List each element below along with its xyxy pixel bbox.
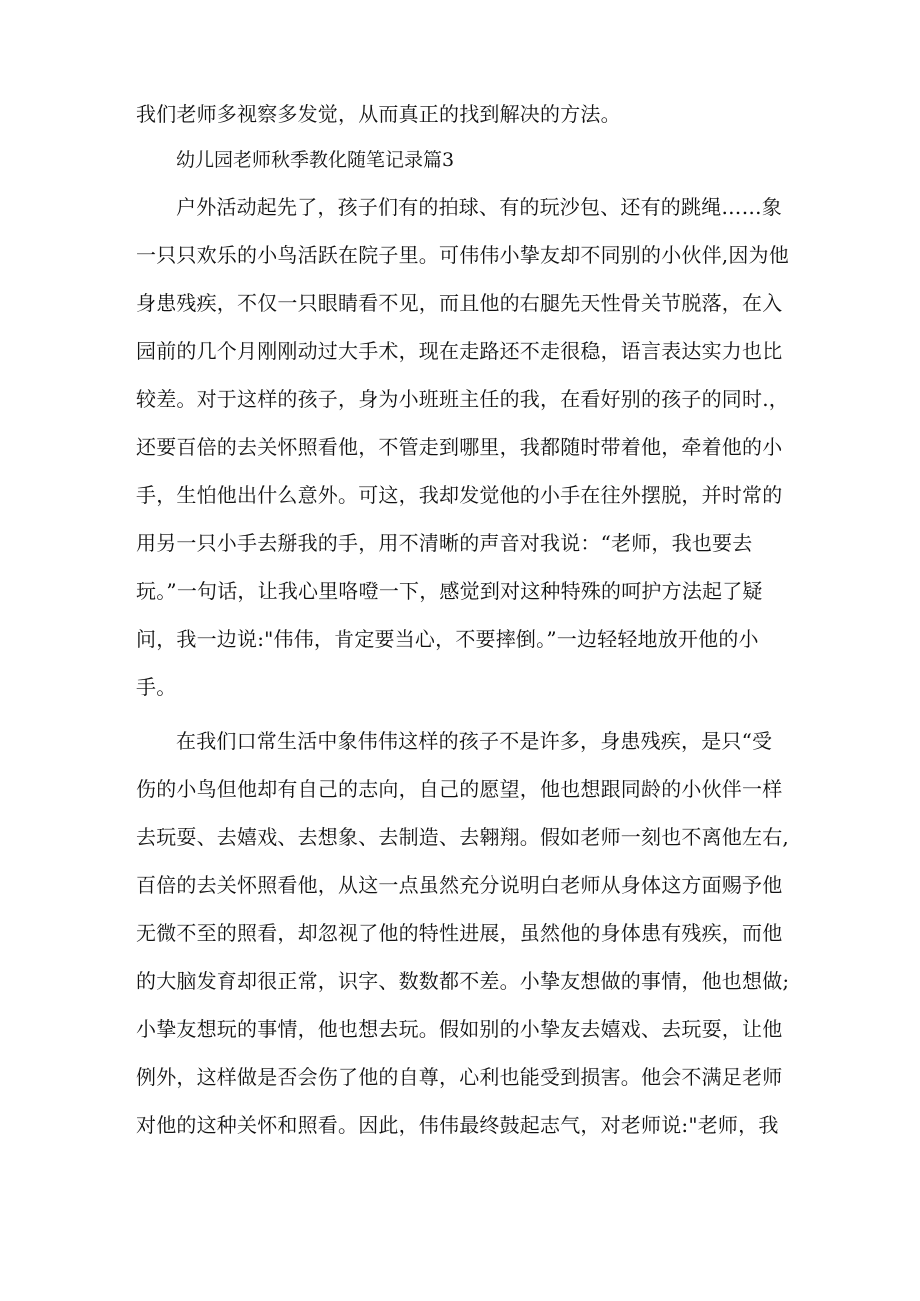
paragraph-line: 身患残疾，不仅一只眼睛看不见，而且他的右腿先天性骨关节脱落，在入 xyxy=(136,291,783,315)
paragraph-line: 还要百倍的去关怀照看他，不管走到哪里，我都随时带着他，牵着他的小 xyxy=(136,435,783,459)
paragraph-line: 的大脑发育却很正常，识字、数数都不差。小挚友想做的事情，他也想做; xyxy=(136,969,790,993)
paragraph-line: 在我们口常生活中象伟伟这样的孩子不是许多，身患残疾，是只“受 xyxy=(176,729,773,753)
paragraph-line: 玩。”一句话，让我心里咯噔一下，感觉到对这种特殊的呵护方法起了疑 xyxy=(136,579,763,603)
intro-line: 我们老师多视察多发觉，从而真正的找到解决的方法。 xyxy=(136,102,621,126)
paragraph-line: 问，我一边说:"伟伟，肯定要当心，不要摔倒。”一边轻轻地放开他的小 xyxy=(136,627,759,651)
paragraph-line: 用另一只小手去掰我的手，用不清晰的声音对我说：“老师，我也要去 xyxy=(136,531,753,555)
section-heading: 幼儿园老师秋季教化随笔记录篇3 xyxy=(176,149,455,171)
paragraph-line: 户外活动起先了，孩子们有的拍球、有的玩沙包、还有的跳绳……象 xyxy=(176,195,782,219)
paragraph-line: 去玩耍、去嬉戏、去想象、去制造、去翱翔。假如老师一刻也不离他左右, xyxy=(136,825,789,849)
paragraph-line: 手，生怕他出什么意外。可这，我却发觉他的小手在往外摆脱，并时常的 xyxy=(136,483,783,507)
paragraph-line: 一只只欢乐的小鸟活跃在院子里。可伟伟小挚友却不同别的小伙伴,因为他 xyxy=(136,243,789,267)
paragraph-line: 百倍的去关怀照看他，从这一点虽然充分说明白老师从身体这方面赐予他 xyxy=(136,873,783,897)
paragraph-line: 较差。对于这样的孩子，身为小班班主任的我，在看好别的孩子的同时.， xyxy=(136,387,789,411)
paragraph-line: 例外，这样做是否会伤了他的自尊，心利也能受到损害。他会不满足老师 xyxy=(136,1065,783,1089)
paragraph-line: 伤的小鸟但他却有自己的志向，自己的愿望，他也想跟同龄的小伙伴一样 xyxy=(136,777,783,801)
paragraph-line: 园前的几个月刚刚动过大手术，现在走路还不走很稳，语言表达实力也比 xyxy=(136,339,783,363)
paragraph-line: 无微不至的照看，却忽视了他的特性进展，虽然他的身体患有残疾，而他 xyxy=(136,921,783,945)
paragraph-line: 小挚友想玩的事情，他也想去玩。假如别的小挚友去嬉戏、去玩耍，让他 xyxy=(136,1017,783,1041)
paragraph-line: 手。 xyxy=(136,675,177,699)
paragraph-line: 对他的这种关怀和照看。因此，伟伟最终鼓起志气，对老师说:"老师，我 xyxy=(136,1113,779,1137)
